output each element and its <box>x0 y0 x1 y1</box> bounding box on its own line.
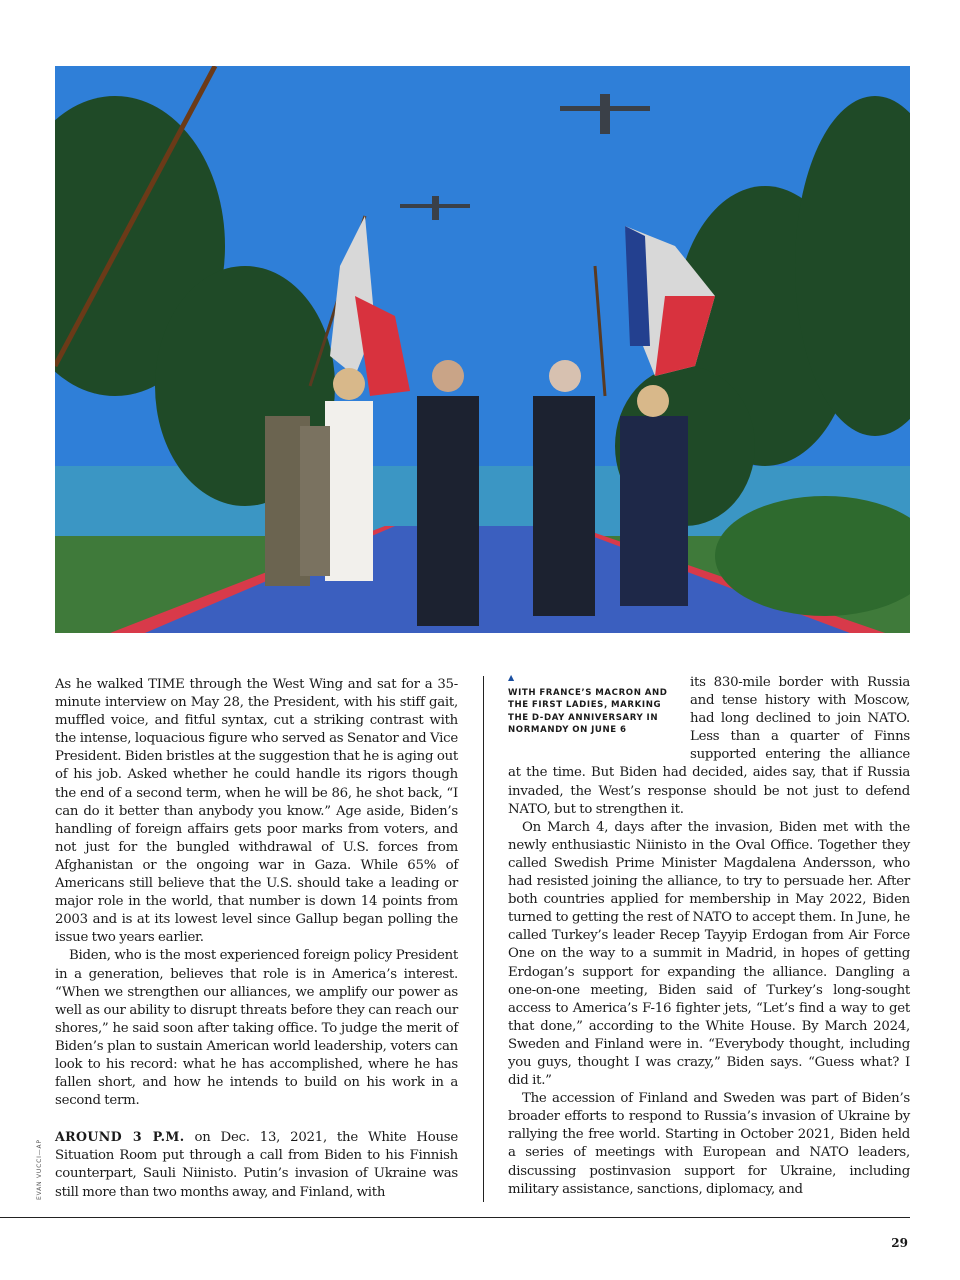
paragraph: its 830-mile border with Russia and tense history with Moscow, had long declined to join NATO. Less than a quarter of Finns supported entering the alliance at the time. But Biden had decided, aides say, that if Russia invaded, the West’s response should be not just to defend NATO, but to strengthen it. <box>508 675 910 817</box>
paragraph: The accession of Finland and Sweden was part of Biden’s broader efforts to respond to Russia’s invasion of Ukraine by rallying the free world. Starting in October 2021, Biden held a series of meetings with European and NATO leaders, discussing postinvasion support for Ukraine, including military assistance, sanctions, diplomacy, and <box>508 1091 910 1197</box>
paragraph: On March 4, days after the invasion, Biden met with the newly enthusiastic Niinisto in the Oval Office. Together they called Swedish Prime Minister Magdalena Andersson, who had resisted joining the alliance, to try to persuade her. After both countries applied for membership in May 2022, Biden turned to getting the rest of NATO to accept them. In June, he called Turkey’s leader Recep Tayyip Erdogan from Air Force One on the way to a summit in Madrid, in hopes of getting Erdogan’s support for expanding the alliance. Dangling a one-on-one meeting, Biden said of Turkey’s long-sought access to America’s F-16 fighter jets, “Let’s find a way to get that done,” according to the White House. By March 2024, Sweden and Finland were in. “Everybody thought, including you guys, thought I was crazy,” Biden says. “Guess what? I did it.” <box>508 819 910 1089</box>
caption-arrow-icon: ▲ <box>508 673 514 682</box>
paragraph: As he walked TIME through the West Wing and sat for a 35-minute interview on May 28, the President, with his stiff gait, muffled voice, and fitful syntax, cut a striking contrast with the intense, loquacious figure who served as Senator and Vice President. Biden bristles at the suggestion that he is aging out of his job. Asked whether he could handle its rigors though the end of a second term, when he will be 86, he shot back, “I can do it better than anybody you know.” Age aside, Biden’s handling of foreign affairs gets poor marks from voters, and not just for the bungled withdrawal of U.S. forces from Afghanistan or the ongoing war in Gaza. While 65% of Americans still believe that the U.S. should take a leading or major role in the world, that number is down 14 points from 2003 and is at its lowest level since Gallup began polling the issue two years earlier. <box>55 677 458 946</box>
footer-rule <box>0 1217 910 1218</box>
paragraph <box>55 1128 458 1201</box>
photo-caption <box>508 674 678 762</box>
event-photo <box>55 66 910 633</box>
article-column-right <box>508 674 910 1199</box>
photo-credit: EVAN VUCCI—AP <box>36 1139 43 1200</box>
page-number: 29 <box>891 1236 908 1250</box>
paragraph: Biden, who is the most experienced foreign policy President in a generation, believes that role is in America’s interest. “When we strengthen our alliances, we amplify our power as well as our ability to disrupt threats before they can reach our shores,” he said soon after taking office. To judge the merit of Biden’s plan to sustain American world leadership, voters can look to his record: what he has accomplished, where he has fallen short, and how he intends to build on his work in a second term. <box>55 948 458 1109</box>
caption-text: WITH FRANCE’S MACRON AND THE FIRST LADIES, MARKING THE D-DAY ANNIVERSARY IN NORMANDY ON JUNE 6 <box>508 688 668 736</box>
paragraph-text: on Dec. 13, 2021, the White House Situation Room put through a call from Biden to his Finnish counterpart, Sauli Niinisto. Putin’s invasion of Ukraine was still more than two months away, and Finland, with <box>55 1130 458 1200</box>
article-column-left <box>55 676 458 1202</box>
section-lead-in: AROUND 3 P.M. <box>55 1129 185 1145</box>
column-divider <box>483 676 484 1202</box>
